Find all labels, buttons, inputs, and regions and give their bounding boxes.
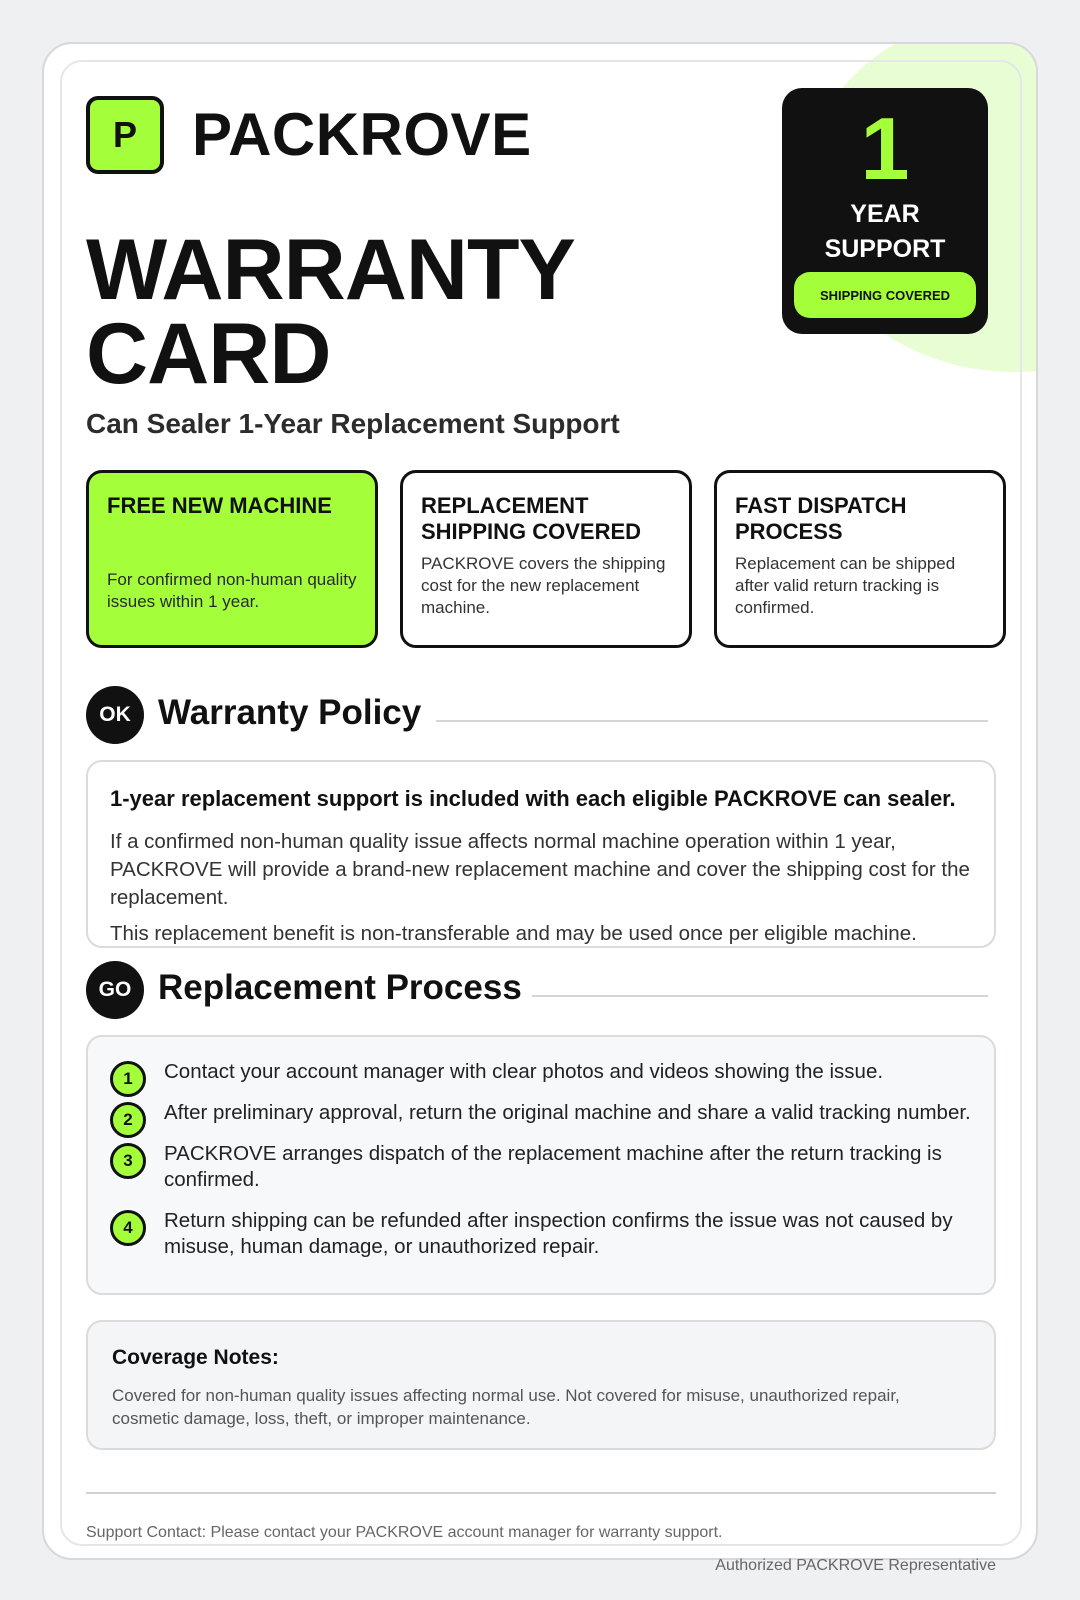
feature-title: REPLACEMENT SHIPPING COVERED <box>421 493 642 544</box>
coverage-notes-box <box>86 1320 996 1450</box>
replacement-steps-box <box>86 1035 996 1295</box>
policy-body: If a confirmed non-human quality issue affects normal machine operation within 1 year, PACKROVE will provide a brand-new replacement machine and cover the shipping cost for the replacement. <box>110 830 970 909</box>
authorized-representative: Authorized PACKROVE Representative <box>715 1557 996 1574</box>
badge-line-1: YEAR <box>850 200 920 228</box>
feature-body: PACKROVE covers the shipping cost for the new replacement machine. <box>421 554 666 617</box>
step-text: Contact your account manager with clear photos and videos showing the issue. <box>164 1060 884 1083</box>
step-number-badge: 2 <box>110 1102 146 1138</box>
step-number-badge: 1 <box>110 1061 146 1097</box>
title-line-2: CARD <box>86 306 331 402</box>
title-line-1: WARRANTY <box>86 222 575 318</box>
go-icon: GO <box>86 961 144 1019</box>
step-text: PACKROVE arranges dispatch of the replacement machine after the return tracking is confirmed. <box>164 1142 942 1191</box>
step-number-badge: 4 <box>110 1210 146 1246</box>
section-divider <box>436 720 988 722</box>
section-divider <box>532 995 988 997</box>
warranty-policy-box <box>86 760 996 948</box>
shipping-covered-pill: SHIPPING COVERED <box>794 272 976 318</box>
page-title <box>86 222 575 402</box>
feature-card-shipping <box>400 470 692 648</box>
step-text: Return shipping can be refunded after inspection confirms the issue was not caused by misuse, human damage, or unauthorized repair. <box>164 1209 953 1258</box>
feature-card-dispatch <box>714 470 1006 648</box>
warranty-policy-heading: Warranty Policy <box>158 693 422 732</box>
coverage-notes-title: Coverage Notes: <box>112 1346 279 1369</box>
process-step <box>110 1208 972 1260</box>
support-contact: Support Contact: Please contact your PACKROVE account manager for warranty support. <box>86 1524 723 1541</box>
replacement-process-heading: Replacement Process <box>158 968 522 1007</box>
brand-logo-icon <box>86 96 164 174</box>
policy-lead: 1-year replacement support is included with each eligible PACKROVE can sealer. <box>110 786 956 811</box>
feature-title: FREE NEW MACHINE <box>107 493 332 518</box>
policy-note: This replacement benefit is non-transferable and may be used once per eligible machine. <box>110 922 917 945</box>
badge-line-2: SUPPORT <box>824 235 946 263</box>
support-badge <box>782 88 988 334</box>
logo-letter: P <box>112 114 137 155</box>
process-step <box>110 1141 972 1193</box>
coverage-notes-body: Covered for non-human quality issues affecting normal use. Not covered for misuse, unauthorized repair, cosmetic damage, loss, theft, or improper maintenance. <box>112 1386 900 1428</box>
ok-icon: OK <box>86 686 144 744</box>
process-step <box>110 1100 972 1129</box>
footer-divider <box>86 1492 996 1494</box>
feature-body: Replacement can be shipped after valid return tracking is confirmed. <box>735 554 956 617</box>
feature-title: FAST DISPATCH PROCESS <box>735 493 907 544</box>
process-step <box>110 1059 972 1088</box>
badge-number: 1 <box>860 99 910 198</box>
brand-name: PACKROVE <box>192 101 532 168</box>
step-text: After preliminary approval, return the original machine and share a valid tracking number. <box>164 1101 971 1124</box>
step-number-badge: 3 <box>110 1143 146 1179</box>
feature-card-free-machine <box>86 470 378 648</box>
feature-body: For confirmed non-human quality issues within 1 year. <box>107 570 357 611</box>
page-subtitle: Can Sealer 1-Year Replacement Support <box>86 408 620 439</box>
